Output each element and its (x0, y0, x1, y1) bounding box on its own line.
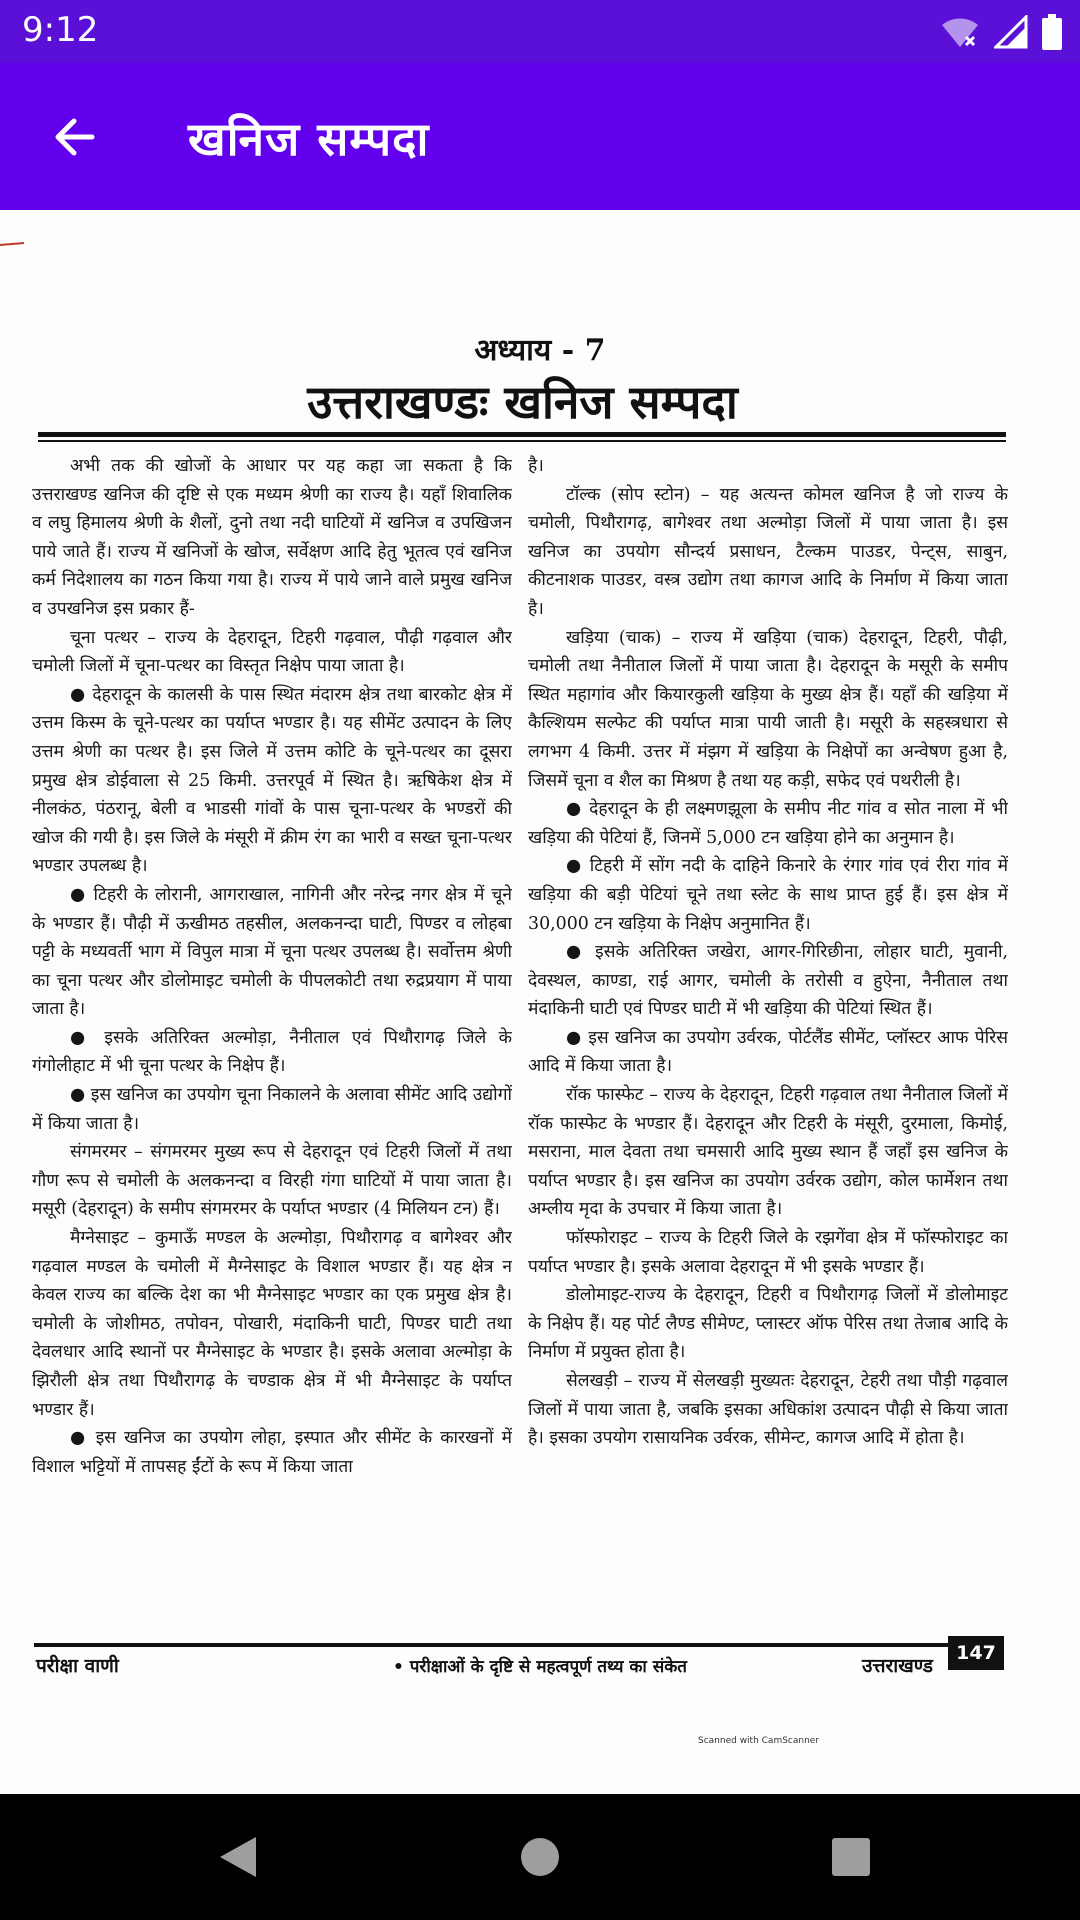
scanned-note: Scanned with CamScanner (698, 1736, 820, 1746)
paragraph: रॉक फास्फेट – राज्य के देहरादून, टिहरी गढ़वाल तथा नैनीताल जिलों में रॉक फास्फेट के भण्डार हैं। देहरादून और टिहरी के मंसूरी, दुरमाला, किमोई, मसराना, माल देवता तथा चमसारी आदि मुख्य स्थान हैं जहाँ इस खनिज के पर्याप्त भण्डार है। इस खनिज का उपयोग उर्वरक उद्योग, कोल फार्मेशन तथा अम्लीय मृदा के उपचार में किया जाता है। (528, 1085, 1008, 1220)
paragraph: चूना पत्थर – राज्य के देहरादून, टिहरी गढ़वाल, पौढ़ी गढ़वाल और चमोली जिलों में चूना-पत्थर का विस्तृत निक्षेप पाया जाता है। (32, 627, 512, 677)
paragraph: मैग्नेसाइट – कुमाऊँ मण्डल के अल्मोड़ा, पिथौरागढ़ व बागेश्वर और गढ़वाल मण्डल के चमोली में मैग्नेसाइट के विशाल भण्डार हैं। यह क्षेत्र न केवल राज्य का बल्कि देश का भी मैग्नेसाइट भण्डार का एक प्रमुख क्षेत्र है। चमोली के जोशीमठ, तपोवन, पोखारी, मंदाकिनी घाटी, पिण्डर घाटी तथा देवलधार आदि स्थानों पर मैग्नेसाइट के भण्डार है। इसके अलावा अल्मोड़ा के झिरौली क्षेत्र तथा पिथौरागढ़ के चण्डाक क्षेत्र में भी मैग्नेसाइट के पर्याप्त भण्डार हैं। (32, 1228, 512, 1420)
wifi-icon (940, 15, 980, 49)
paragraph: टॉल्क (सोप स्टोन) – यह अत्यन्त कोमल खनिज है जो राज्य के चमोली, पिथौरागढ़, बागेश्वर तथा अल्मोड़ा जिलों में पाया जाता है। इस खनिज का उपयोग सौन्दर्य प्रसाधन, टैल्कम पाउडर, पेन्ट्स, साबुन, कीटनाशक पाउडर, वस्त्र उद्योग तथा कागज आदि के निर्माण में किया जाता है। (528, 484, 1008, 619)
paragraph: ● देहरादून के ही लक्ष्मणझूला के समीप नीट गांव व सोत नाला में भी खड़िया की पेटियां हैं, जिनमें 5,000 टन खड़िया होने का अनुमान है। (528, 799, 1008, 848)
status-bar (0, 0, 1080, 63)
paragraph: ● इस खनिज का उपयोग लोहा, इस्पात और सीमेंट के कारखनों में विशाल भट्टियों में तापसह ईंटों के रूप में किया जाता (32, 1428, 512, 1477)
nav-recents-button[interactable] (818, 1824, 884, 1890)
status-time: 9:12 (22, 10, 99, 50)
paragraph: सेलखड़ी – राज्य में सेलखड़ी मुख्यतः देहरादून, टेहरी तथा पौड़ी गढ़वाल जिलों में पाया जाता है, जबकि इसका अधिकांश उत्पादन पौढ़ी से किया जाता है। इसका उपयोग रासायनिक उर्वरक, सीमेन्ट, कागज आदि में होता है। (528, 1371, 1008, 1449)
scan-edge-mark (0, 240, 26, 250)
left-column (32, 452, 512, 1632)
title-rule (38, 432, 1006, 437)
nav-home-button[interactable] (507, 1824, 573, 1890)
page-number: 147 (948, 1636, 1004, 1670)
paragraph: डोलोमाइट-राज्य के देहरादून, टिहरी व पिथौरागढ़ जिलों में डोलोमाइट के निक्षेप हैं। यह पोर्ट लैण्ड सीमेण्ट, प्लास्टर ऑफ पेरिस तथा तेजाब आदि के निर्माण में प्रयुक्त होता है। (528, 1285, 1008, 1363)
paragraph: फॉस्फोराइट – राज्य के टिहरी जिले के रझगेंवा क्षेत्र में फॉस्फोराइट का पर्याप्त भण्डार है। इसके अलावा देहरादून में भी इसके भण्डार हैं। (528, 1228, 1008, 1277)
back-button[interactable] (40, 103, 108, 171)
circle-home-icon (518, 1835, 562, 1879)
paragraph: ● इसके अतिरिक्त जखेरा, आगर-गिरिछीना, लोहार घाटी, मुवानी, देवस्थल, काण्डा, राई आगर, चमोली के तरोसी व हुऐना, नैनीताल तथा मंदाकिनी घाटी एवं पिण्डर घाटी में भी खड़िया की पेटियां स्थित हैं। (528, 942, 1008, 1020)
paragraph: ● टिहरी में सोंग नदी के दाहिने किनारे के रंगार गांव एवं रीरा गांव में खड़िया की बड़ी पेटियां चूने तथा स्लेट के साथ प्राप्त हुई हैं। इस क्षेत्र में 30,000 टन खड़िया के निक्षेप अनुमानित हैं। (528, 856, 1008, 934)
right-column (528, 452, 1008, 1632)
paragraph: ● इसके अतिरिक्त अल्मोड़ा, नैनीताल एवं पिथौरागढ़ जिले के गंगोलीहाट में भी चूना पत्थर के निक्षेप हैं। (32, 1027, 512, 1077)
paragraph: ● देहरादून के कालसी के पास स्थित मंदारम क्षेत्र तथा बारकोट क्षेत्र में उत्तम किस्म के चूने-पत्थर का पर्याप्त भण्डार है। यह सीमेंट उत्पादन के लिए उत्तम श्रेणी का पत्थर है। इस जिले में उत्तम कोटि के चूने-पत्थर का दूसरा प्रमुख क्षेत्र डोईवाला से 25 किमी. उत्तरपूर्व में स्थित है। ऋषिकेश क्षेत्र में नीलकंठ, पंठरानू, बेली व भाडसी गांवों के पास चूना-पत्थर के भण्डरों की खोज की गयी है। इस जिले के मंसूरी में क्रीम रंग का भारी व सख्त चूना-पत्थर भण्डार उपलब्ध है। (32, 684, 512, 877)
nav-back-button[interactable] (205, 1824, 271, 1890)
status-icons (940, 12, 1062, 52)
paragraph: खड़िया (चाक) – राज्य में खड़िया (चाक) देहरादून, टिहरी, पौढ़ी, चमोली तथा नैनीताल जिलों में पाया जाता है। देहरादून के मसूरी के समीप स्थित महागांव और कियारकुली खड़िया के मुख्य क्षेत्र हैं। यहाँ की खड़िया में कैल्शियम सल्फेट की पर्याप्त मात्रा पायी जाती है। मसूरी के सहस्त्रधारा से लगभग 4 किमी. उत्तर में मंझग में खड़िया के निक्षेपों का अन्वेषण हुआ है, जिसमें चूना व शैल का मिश्रण है तथा यह कड़ी, सफेद एवं पथरीली है। (528, 627, 1008, 791)
footer-section: उत्तराखण्ड (862, 1655, 933, 1677)
signal-icon (994, 15, 1028, 49)
footer-note: • परीक्षाओं के दृष्टि से महत्वपूर्ण तथ्य का संकेत (392, 1657, 687, 1677)
arrow-back-icon (52, 115, 96, 159)
app-title: खनिज सम्पदा (188, 112, 430, 166)
app-bar (0, 63, 1080, 210)
footer-publisher: परीक्षा वाणी (36, 1655, 119, 1677)
triangle-back-icon (216, 1833, 260, 1881)
paragraph: ● इस खनिज का उपयोग उर्वरक, पोर्टलैंड सीमेंट, प्लॉस्टर आफ पेरिस आदि में किया जाता है। (528, 1027, 1008, 1077)
scanned-page-image (0, 210, 1080, 1794)
title-rule-thin (38, 440, 1006, 442)
paragraph: ● टिहरी के लोरानी, आगराखाल, नागिनी और नरेन्द्र नगर क्षेत्र में चूने के भण्डार हैं। पौढ़ी में ऊखीमठ तहसील, अलकनन्दा घाटी, पिण्डर व लोहबा पट्टी के मध्यवर्ती भाग में विपुल मात्रा में चूना पत्थर उपलब्ध है। सर्वोत्तम श्रेणी का चूना पत्थर और डोलोमाइट चमोली के पीपलकोटी तथा रुद्रप्रयाग में पाया जाता है। (32, 884, 512, 1020)
paragraph: अभी तक की खोजों के आधार पर यह कहा जा सकता है कि उत्तराखण्ड खनिज की दृष्टि से एक मध्यम श्रेणी का राज्य है। यहाँ शिवालिक व लघु हिमालय श्रेणी के शैलों, दुनो तथा नदी घाटियों में खनिज व उपखिजन पाये जाते हैं। राज्य में खनिजों के खोज, सर्वेक्षण आदि हेतु भूतत्व एवं खनिज कर्म निदेशालय का गठन किया गया है। राज्य में पाये जाने वाले प्रमुख खनिज व उपखनिज इस प्रकार हैं- (32, 456, 512, 619)
battery-icon (1042, 14, 1062, 50)
footer-rule (34, 1643, 1004, 1647)
paragraph: ● इस खनिज का उपयोग चूना निकालने के अलावा सीमेंट आदि उद्योगों में किया जाता है। (32, 1085, 512, 1134)
paragraph: संगमरमर – संगमरमर मुख्य रूप से देहरादून एवं टिहरी जिलों में तथा गौण रूप से चमोली के अलकनन्दा व विरही गंगा घाटियों में पाया जाता है। मसूरी (देहरादून) के समीप संगमरमर के पर्याप्त भण्डार (4 मिलियन टन) हैं। (32, 1142, 512, 1220)
square-recents-icon (830, 1836, 872, 1878)
navigation-bar (0, 1794, 1080, 1920)
paragraph: है। (528, 456, 544, 476)
chapter-label: अध्याय - 7 (474, 333, 606, 368)
chapter-title: उत्तराखण्डः खनिज सम्पदा (307, 375, 738, 429)
